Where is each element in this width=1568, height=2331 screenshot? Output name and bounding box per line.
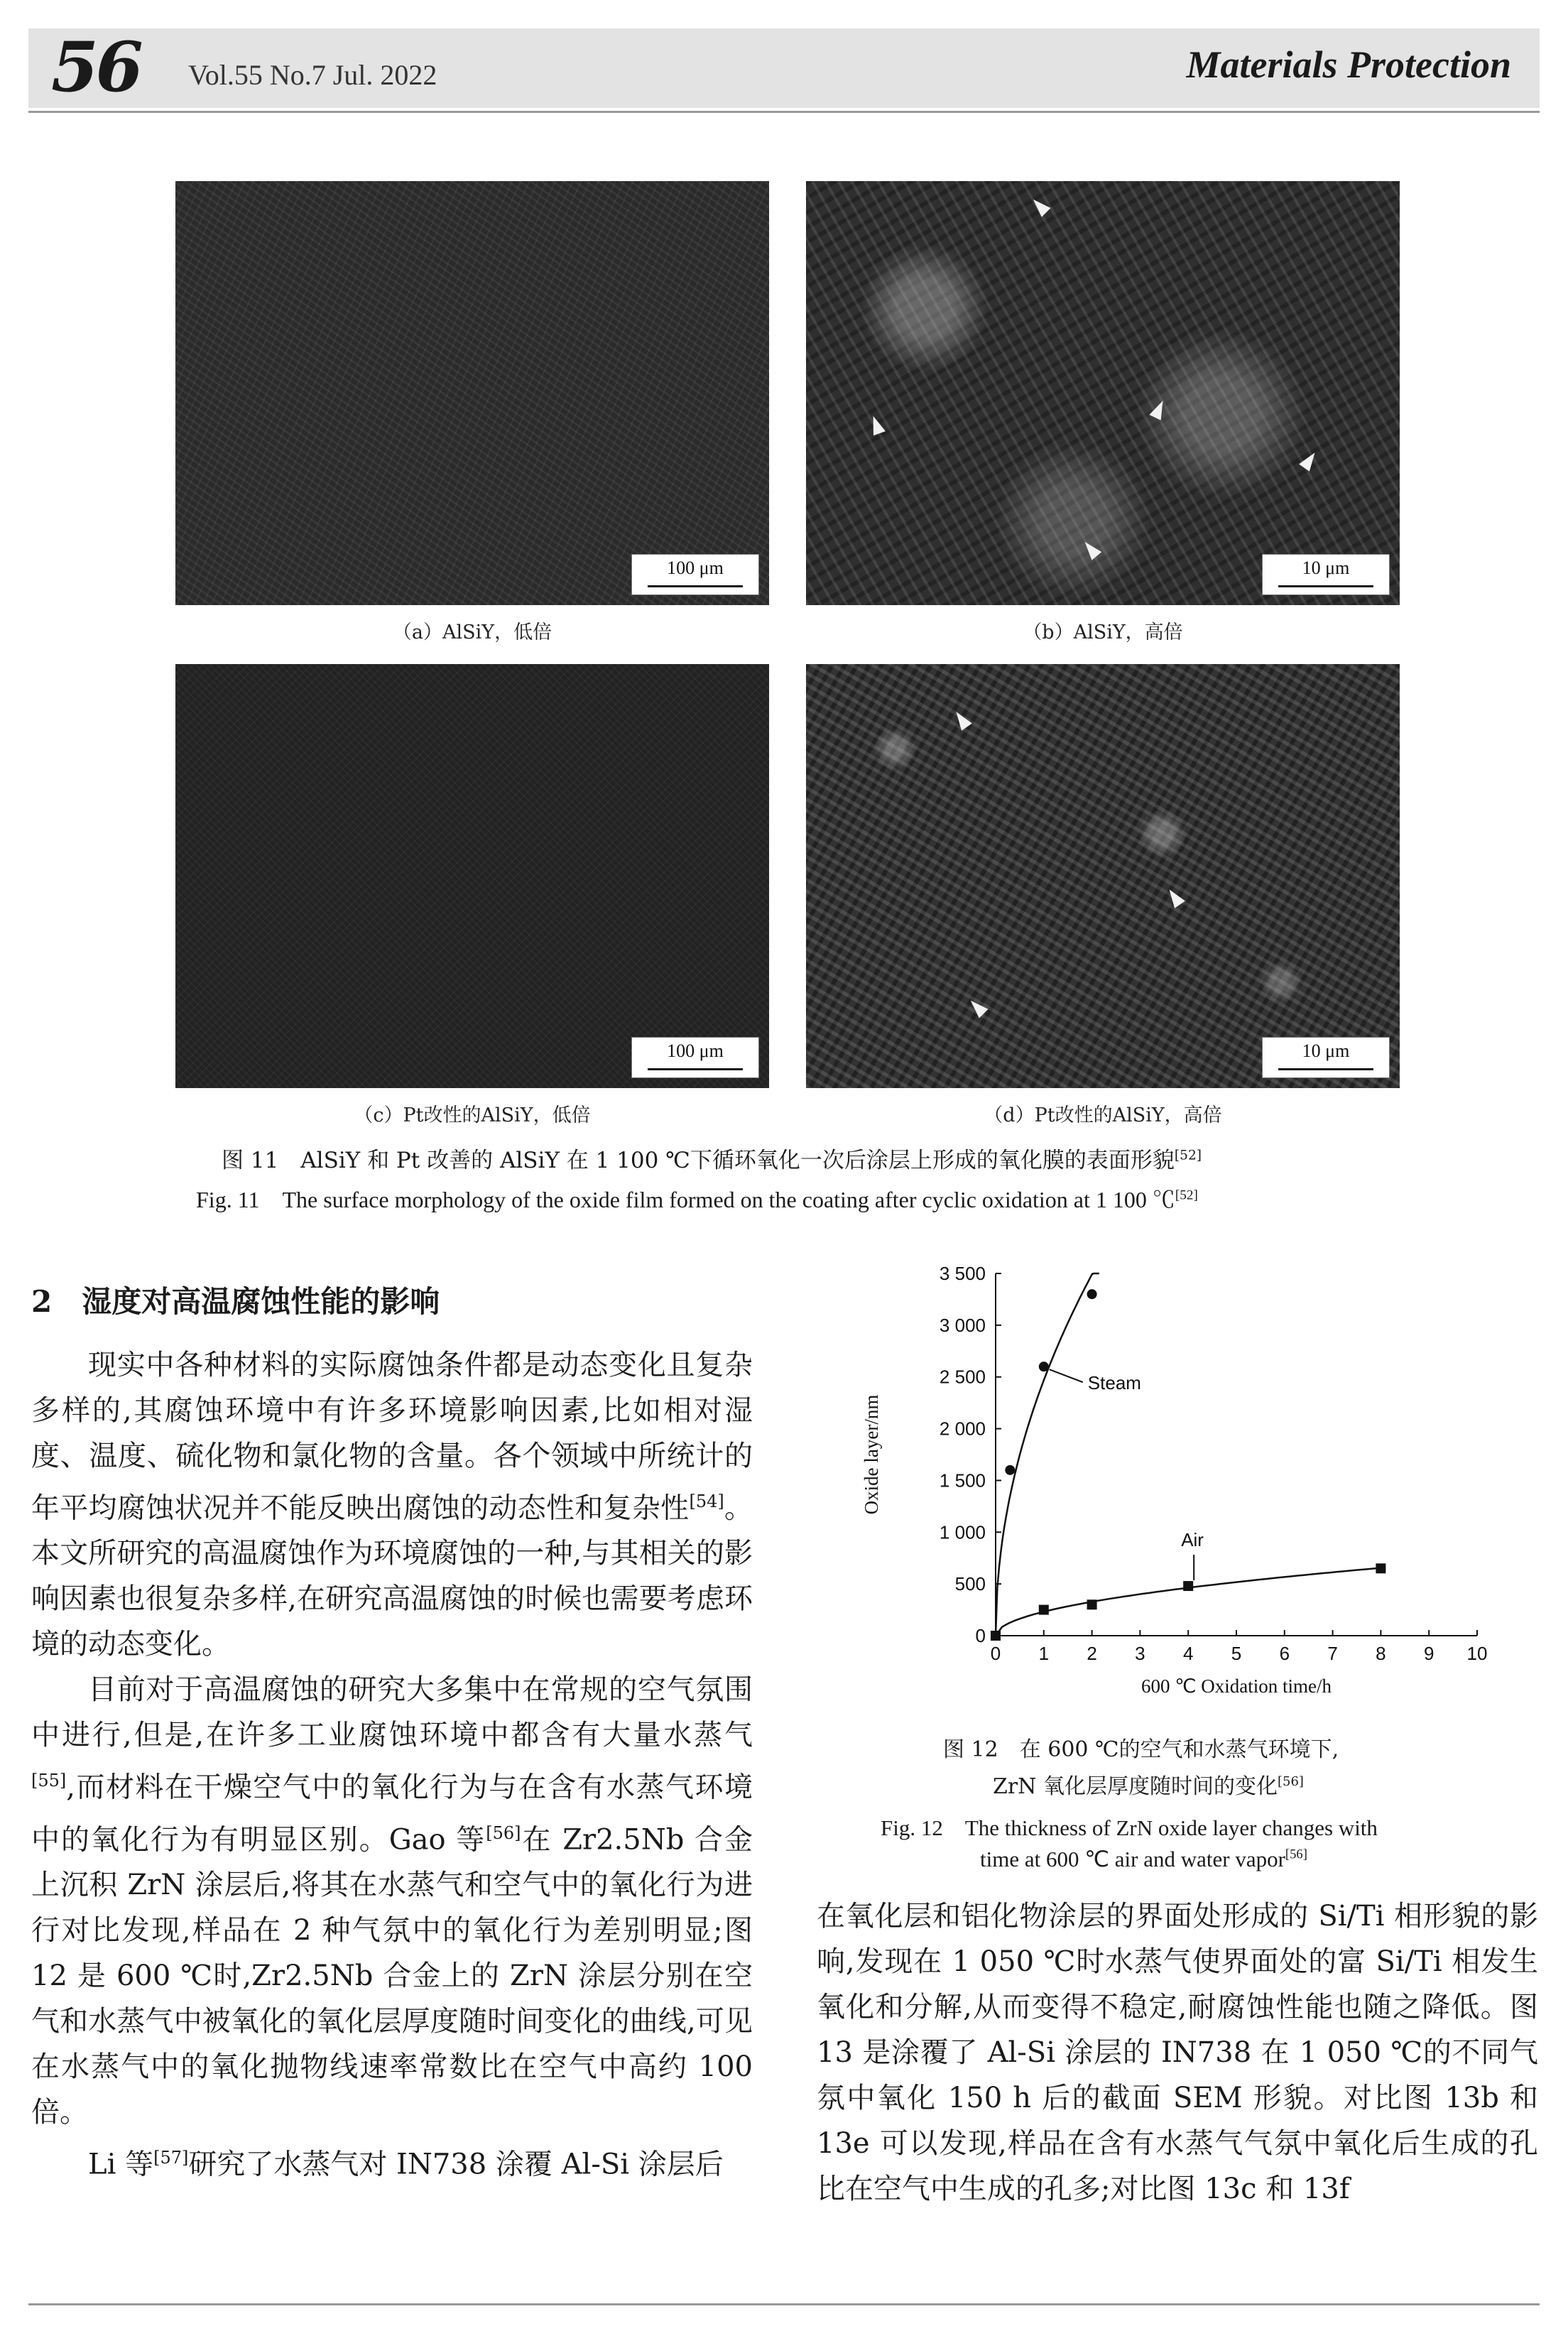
paragraph: 在氧化层和铝化物涂层的界面处形成的 Si/Ti 相形貌的影响,发现在 1 050 ℃时水蒸气使界面处的富 Si/Ti 相发生氧化和分解,从而变得不稳定,耐腐蚀性能也随之降低。图 13 是涂覆了 Al-Si 涂层的 IN738 在 1 050 ℃的不同气氛中氧化 150 h 后的截面 SEM 形貌。对比图 13b 和 13e 可以发现,样品在含有水蒸气气氛中氧化后生成的孔比在空气中生成的孔多;对比图 13c 和 13f <box>817 1900 1538 2205</box>
scale-label-b: 10 μm <box>1302 558 1350 578</box>
x-tick-label: 3 <box>1135 1643 1145 1664</box>
data-point-air <box>1183 1581 1193 1591</box>
figure12-caption-en-line1: Fig. 12 The thickness of ZrN oxide layer changes with <box>881 1815 1378 1840</box>
citation: [52] <box>1174 1148 1202 1163</box>
micrograph-c <box>175 664 769 1088</box>
citation: [52] <box>1175 1188 1198 1203</box>
journal-name: Materials Protection <box>1186 43 1511 86</box>
air-annotation: Air <box>1181 1529 1204 1551</box>
arrow-marker <box>867 414 886 436</box>
steam-annotation: Steam <box>1087 1372 1141 1394</box>
figure12-caption-cn-text: ZrN 氧化层厚度随时间的变化 <box>993 1774 1278 1799</box>
figure11-caption-cn-text: 图 11 AlSiY 和 Pt 改善的 AlSiY 在 1 100 ℃下循环氧化一次后涂层上形成的氧化膜的表面形貌 <box>222 1148 1175 1173</box>
x-tick-label: 2 <box>1087 1643 1097 1664</box>
scale-bar-d <box>1262 1037 1390 1078</box>
arrow-marker <box>951 708 972 731</box>
figure12-caption-cn-line2 <box>993 1768 1304 1800</box>
x-tick-label: 10 <box>1466 1643 1488 1664</box>
paragraph-text: 目前对于高温腐蚀的研究大多集中在常规的空气氛围中进行,但是,在许多工业腐蚀环境中都含有大量水蒸气 <box>31 1673 753 1752</box>
paragraph <box>31 1667 753 2135</box>
arrow-marker <box>1299 449 1320 472</box>
scale-bar-c <box>631 1037 759 1078</box>
figure12-caption-en-line2 <box>980 1847 1307 1872</box>
x-axis-label: 600 ℃ Oxidation time/h <box>1140 1675 1332 1697</box>
page-number: 56 <box>51 27 141 107</box>
data-point-air <box>1376 1563 1385 1573</box>
scale-bar-a <box>631 554 759 595</box>
y-tick-label: 1 000 <box>939 1521 986 1543</box>
scale-label-a: 100 μm <box>667 558 724 578</box>
citation: [57] <box>153 2147 189 2168</box>
paragraph-text: Li 等 <box>88 2148 154 2181</box>
subcaption-b: （b）AlSiY，高倍 <box>1023 621 1183 643</box>
fit-curve-steam <box>996 1273 1099 1636</box>
header-rule <box>28 111 1540 113</box>
citation: [56] <box>1285 1847 1307 1862</box>
chart-marks <box>991 1289 1385 1641</box>
citation: [56] <box>1277 1774 1304 1789</box>
arrow-marker <box>1080 538 1102 560</box>
paragraph-text: 现实中各种材料的实际腐蚀条件都是动态变化且复杂多样的,其腐蚀环境中有许多环境影响因素,比如相对湿度、温度、硫化物和氯化物的含量。各个领域中所统计的年平均腐蚀状况并不能反映出腐蚀的动态性和复杂性 <box>31 1349 753 1525</box>
y-tick-label: 3 500 <box>939 1263 986 1284</box>
y-tick-label: 500 <box>954 1573 986 1595</box>
micrograph-b <box>806 181 1400 605</box>
figure11-caption-en-text: Fig. 11 The surface morphology of the oxide film formed on the coating after cyclic oxidation at 1 100 ℃ <box>196 1187 1175 1212</box>
figure11-caption-en <box>196 1182 1198 1215</box>
chart-labels <box>861 1263 1487 1697</box>
micrograph-a <box>175 181 769 605</box>
figure11-caption-cn <box>222 1142 1202 1174</box>
paragraph-text: 在 Zr2.5Nb 合金上沉积 ZrN 涂层后,将其在水蒸气和空气中的氧化行为进行对比发现,样品在 2 种气氛中的氧化行为差别明显;图 12 是 600 ℃时,Zr2.5Nb 合金上的 ZrN 涂层分别在空气和水蒸气中被氧化的氧化层厚度随时间变化的曲线,可见在水蒸气中的氧化抛物线速率常数比在空气中高约 100 倍。 <box>31 1822 753 2129</box>
data-point-air <box>991 1631 1001 1641</box>
y-tick-label: 1 500 <box>939 1469 986 1491</box>
data-point-air <box>1039 1605 1049 1615</box>
scale-label-c: 100 μm <box>667 1040 724 1061</box>
steam-leader-line <box>1050 1369 1083 1382</box>
arrow-marker <box>1028 195 1050 217</box>
x-tick-label: 5 <box>1231 1643 1242 1664</box>
y-axis-label: Oxide layer/nm <box>861 1394 882 1515</box>
subcaption-d: （d）Pt改性的AlSiY，高倍 <box>984 1104 1222 1126</box>
subcaption-c: （c）Pt改性的AlSiY，低倍 <box>354 1104 591 1126</box>
x-tick-label: 0 <box>990 1643 1001 1664</box>
data-point-steam <box>1087 1289 1097 1299</box>
data-point-steam <box>1005 1465 1015 1475</box>
arrow-marker <box>966 996 988 1018</box>
bottom-rule <box>28 2303 1540 2305</box>
arrow-marker <box>1164 886 1185 908</box>
paragraph <box>31 2135 753 2187</box>
y-tick-label: 2 000 <box>939 1418 986 1440</box>
scale-label-d: 10 μm <box>1302 1040 1350 1061</box>
citation: [56] <box>486 1822 521 1843</box>
data-point-steam <box>1039 1362 1049 1371</box>
subcaption-a: （a）AlSiY，低倍 <box>392 621 552 643</box>
figure12-caption-en-text: time at 600 ℃ air and water vapor <box>980 1847 1285 1871</box>
left-column <box>31 1342 753 2187</box>
x-tick-label: 6 <box>1279 1643 1290 1664</box>
y-tick-label: 2 500 <box>939 1366 986 1388</box>
x-tick-label: 1 <box>1038 1643 1050 1664</box>
citation: [55] <box>31 1771 67 1791</box>
figure12-caption-cn-line1: 图 12 在 600 ℃的空气和水蒸气环境下, <box>943 1737 1339 1762</box>
scale-bar-b <box>1262 554 1390 595</box>
section-heading: 2 湿度对高温腐蚀性能的影响 <box>31 1284 440 1319</box>
y-tick-label: 3 000 <box>939 1314 986 1336</box>
x-tick-label: 4 <box>1182 1643 1194 1664</box>
micrograph-d <box>806 664 1400 1088</box>
paragraph <box>31 1342 753 1667</box>
issue-info: Vol.55 No.7 Jul. 2022 <box>188 59 437 91</box>
data-point-air <box>1087 1599 1097 1609</box>
arrow-marker <box>1149 398 1168 420</box>
paragraph-text: 研究了水蒸气对 IN738 涂覆 Al-Si 涂层后 <box>188 2148 724 2181</box>
fit-curve-air <box>996 1568 1381 1636</box>
citation: [54] <box>689 1491 724 1511</box>
x-tick-label: 8 <box>1376 1643 1386 1664</box>
paragraph-text: ,而材料在干燥空气中的氧化行为与在含有水蒸气环境中的氧化行为有明显区别。Gao 等 <box>31 1771 753 1856</box>
y-tick-label: 0 <box>975 1625 986 1646</box>
x-tick-label: 7 <box>1327 1643 1338 1664</box>
paragraph-text: 。本文所研究的高温腐蚀作为环境腐蚀的一种,与其相关的影响因素也很复杂多样,在研究高温腐蚀的时候也需要考虑环境的动态变化。 <box>31 1491 753 1661</box>
oxide-layer-chart <box>838 1250 1513 1719</box>
right-column <box>817 1893 1538 2212</box>
x-tick-label: 9 <box>1423 1643 1434 1664</box>
